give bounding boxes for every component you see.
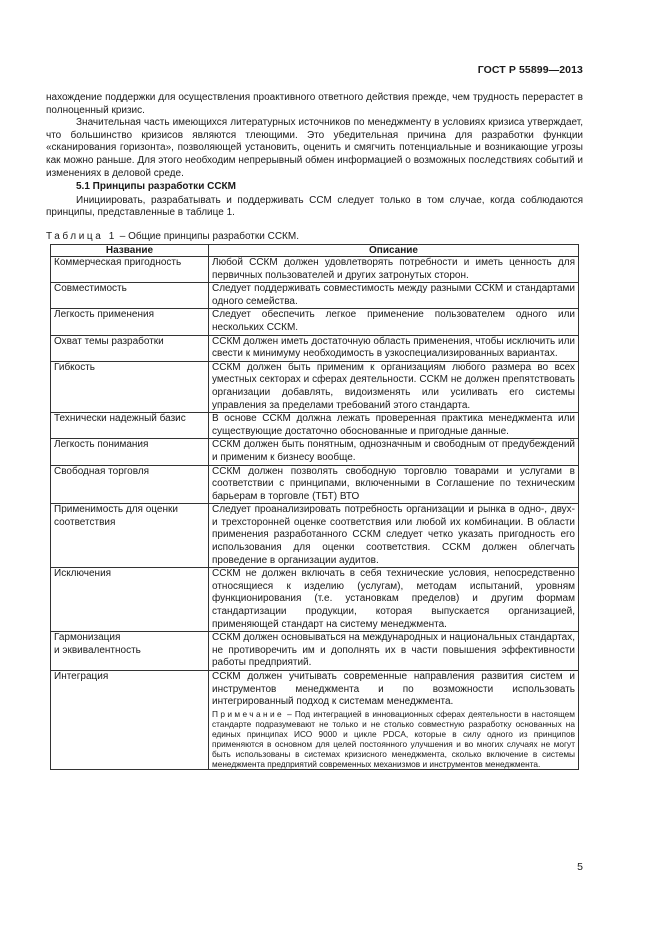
note-text: – Под интеграцией в инновационных сферах деятельности в настоящем стандарте подразумевают не только и не столько совместную разработку основанных на единых принципах ИСО 9000 и цикле PDCA, которые в силу одного из принципов применяются в основном для целей постоянного улучшения и во многих случаях не могут быть использованы в системах кризисного менеджмента, сколько включение в системы менеджмента предприятий современных механизмов и инструментов менеджмента.: [212, 708, 575, 770]
paragraph-continuation: нахождение поддержки для осуществления проактивного ответного действия прежде, чем трудность перерастет в полноценный кризис.: [46, 92, 583, 116]
table-row: [51, 439, 579, 465]
principle-name: Исключения: [51, 568, 209, 632]
principle-name: Применимость для оценки соответствия: [51, 504, 209, 568]
principle-name: Свободная торговля: [51, 465, 209, 504]
description-text: Любой ССКМ должен удовлетворять потребности и иметь ценность для первичных пользователей и других затронутых сторон.: [212, 257, 575, 281]
table-note: [212, 709, 575, 770]
principle-description: [209, 283, 579, 309]
table-row: [51, 283, 579, 309]
principle-description: [209, 309, 579, 335]
page-number: 5: [577, 861, 583, 873]
description-text: ССКМ должен учитывать современные направления развития систем и инструментов менеджмента и по возможности использовать интегрированный подход к системам менеджмента.: [212, 671, 575, 708]
description-text: Следует обеспечить легкое применение пользователем одного или нескольких ССКМ.: [212, 309, 575, 333]
table-row: [51, 632, 579, 671]
table-caption-label: Таблица 1: [46, 231, 117, 242]
table-row: [51, 568, 579, 632]
principle-description: [209, 465, 579, 504]
table-row: [51, 309, 579, 335]
principle-description: [209, 335, 579, 361]
principle-description: [209, 413, 579, 439]
description-text: ССКМ не должен включать в себя технические условия, непосредственно относящиеся к изделию (услугам), методам испытаний, уровням функционирования (т.е. установкам пределов) и другим формам стандартизации продукции, которая выпускается организацией, применяющей стандарт на систему менеджмента.: [212, 568, 575, 630]
body-text: [46, 92, 583, 220]
standard-id: ГОСТ Р 55899—2013: [477, 64, 583, 76]
section-heading: 5.1 Принципы разработки ССКМ: [76, 181, 236, 193]
description-text: ССКМ должен быть применим к организациям любого размера во всех уместных секторах и сферах деятельности. ССКМ не должен препятствовать организации добавлять, видоизменять или усиливать его системы управления за пределами требований этого стандарта.: [212, 361, 575, 411]
table-row: [51, 257, 579, 283]
paragraph-horizon-scanning: Значительная часть имеющихся литературных источников по менеджменту в условиях кризиса утверждает, что большинство кризисов являются тлеющими. Это убедительная причина для разработки функции «сканирования горизонта», позволяющей установить, оценить и смягчить потенциальные и возникающие угрозы как можно раньше. Для этого необходим непрерывный обмен информацией о возможных последствиях событий и изменениях в деловой среде.: [46, 117, 583, 179]
principle-description: [209, 568, 579, 632]
column-header-name: Название: [51, 245, 209, 257]
paragraph-principles-intro: Инициировать, разрабатывать и поддерживать ССМ следует только в том случае, когда соблюдаются принципы, представленные в таблице 1.: [46, 194, 583, 219]
table-row: [51, 413, 579, 439]
principle-name: Коммерческая пригодность: [51, 257, 209, 283]
description-text: В основе ССКМ должна лежать проверенная практика менеджмента или существующие достаточно обоснованные и пригодные данные.: [212, 413, 575, 437]
table-body: [51, 257, 579, 770]
principle-description: [209, 632, 579, 671]
description-text: Следует проанализировать потребность организации и рынка в одно-, двух- и трехсторонней оценке соответствия или любой их комбинации. В области применения разработанного ССКМ следует четко указать пригодность его использования для оценки соответствия. ССКМ должен облегчать проведение в организации аудитов.: [212, 504, 575, 566]
principle-description: [209, 361, 579, 412]
description-text: Следует поддерживать совместимость между разными ССКМ и стандартами одного семейства.: [212, 283, 575, 307]
principle-name: Легкость применения: [51, 309, 209, 335]
column-header-description: Описание: [209, 245, 579, 257]
table-caption-text: – Общие принципы разработки ССКМ.: [116, 231, 299, 242]
description-text: ССКМ должен иметь достаточную область применения, чтобы исключить или свести к минимуму необходимость в узкоспециализированных вариантах.: [212, 335, 575, 360]
table-header-row: [51, 245, 579, 257]
principle-description: [209, 671, 579, 770]
principle-name: Совместимость: [51, 283, 209, 309]
description-text: ССКМ должен основываться на международных и национальных стандартах, не противоречить им и дополнять их в части повышения эффективности работы предприятий.: [212, 632, 575, 669]
table-row: [51, 671, 579, 770]
principles-table: [50, 244, 579, 770]
note-label: Примечание: [212, 708, 285, 719]
table-row: [51, 465, 579, 504]
principle-name: Легкость понимания: [51, 439, 209, 465]
principle-description: [209, 504, 579, 568]
principle-name: Гибкость: [51, 361, 209, 412]
principle-name: Охват темы разработки: [51, 335, 209, 361]
table-row: [51, 361, 579, 412]
principle-description: [209, 257, 579, 283]
description-text: ССКМ должен быть понятным, однозначным и свободным от предубеждений и применим к бизнесу вообще.: [212, 439, 575, 463]
principle-name: Технически надежный базис: [51, 413, 209, 439]
description-text: ССКМ должен позволять свободную торговлю товарами и услугами в соответствии с принципами, включенными в Соглашение по техническим барьерам в торговле (ТБТ) ВТО: [212, 465, 575, 502]
principle-description: [209, 439, 579, 465]
principle-name: Интеграция: [51, 671, 209, 770]
table-caption: [46, 231, 299, 243]
table-row: [51, 504, 579, 568]
table-row: [51, 335, 579, 361]
principle-name: Гармонизация и эквивалентность: [51, 632, 209, 671]
